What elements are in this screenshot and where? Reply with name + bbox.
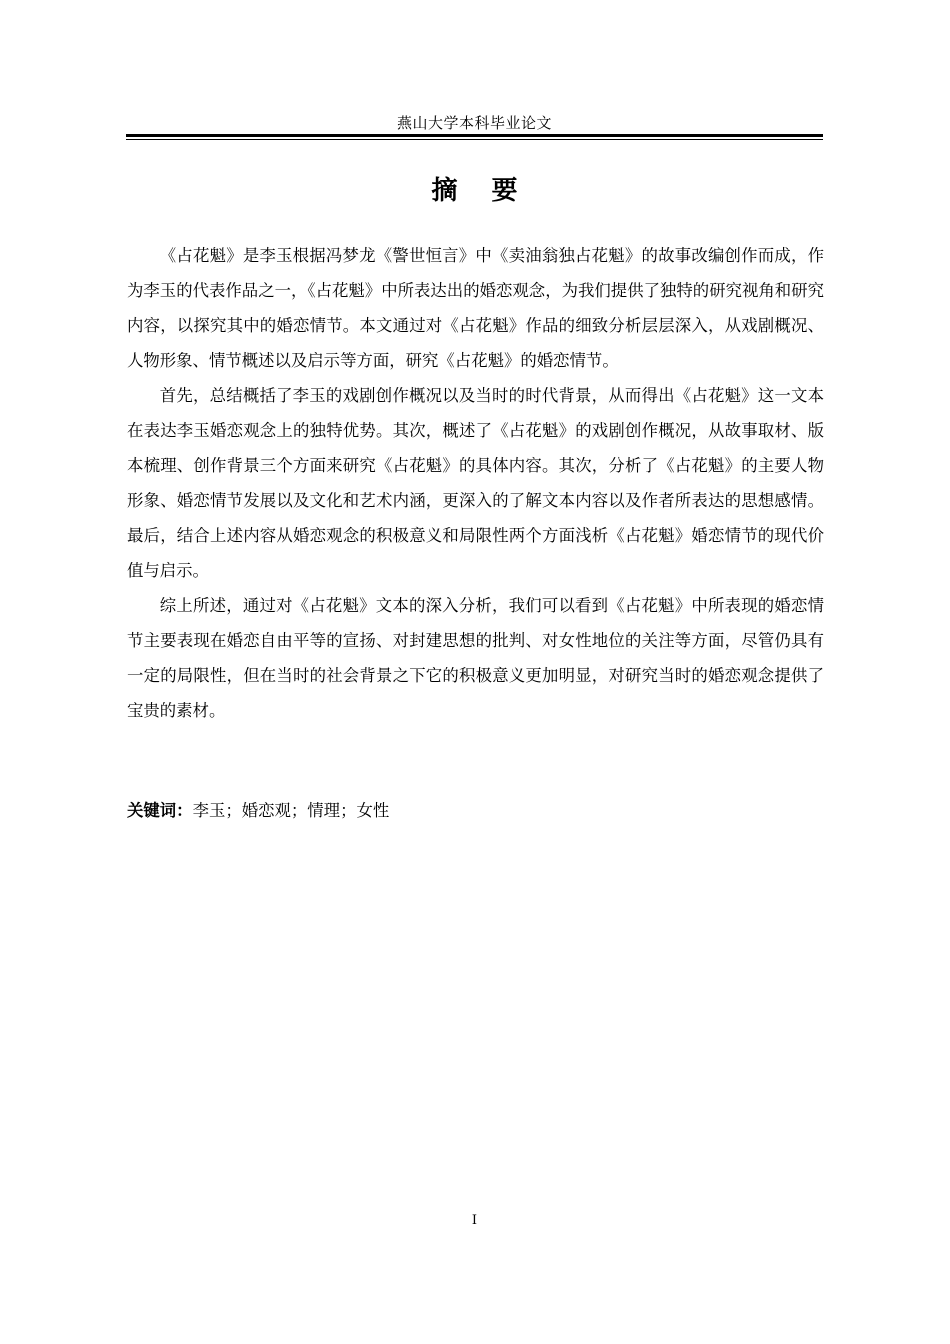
abstract-body: [127, 238, 824, 728]
keywords-value: 李玉；婚恋观；情理；女性: [192, 801, 390, 820]
keywords-label: 关键词：: [127, 801, 193, 820]
running-header: 燕山大学本科毕业论文: [396, 114, 552, 132]
abstract-paragraph-1: 《占花魁》是李玉根据冯梦龙《警世恒言》中《卖油翁独占花魁》的故事改编创作而成，作为李玉的代表作品之一，《占花魁》中所表达出的婚恋观念，为我们提供了独特的研究视角和研究内容，以探究其中的婚恋情节。本文通过对《占花魁》作品的细致分析层层深入，从戏剧概况、人物形象、情节概述以及启示等方面，研究《占花魁》的婚恋情节。: [127, 246, 824, 370]
keywords-line: [127, 793, 824, 828]
page-number: I: [471, 1213, 478, 1228]
header-rule-thin: [126, 139, 823, 140]
abstract-title: 摘要: [431, 176, 552, 206]
abstract-paragraph-2: 首先，总结概括了李玉的戏剧创作概况以及当时的时代背景，从而得出《占花魁》这一文本在表达李玉婚恋观念上的独特优势。其次，概述了《占花魁》的戏剧创作概况，从故事取材、版本梳理、创作背景三个方面来研究《占花魁》的具体内容。其次，分析了《占花魁》的主要人物形象、婚恋情节发展以及文化和艺术内涵，更深入的了解文本内容以及作者所表达的思想感情。最后，结合上述内容从婚恋观念的积极意义和局限性两个方面浅析《占花魁》婚恋情节的现代价值与启示。: [127, 386, 824, 580]
abstract-paragraph-3: 综上所述，通过对《占花魁》文本的深入分析，我们可以看到《占花魁》中所表现的婚恋情节主要表现在婚恋自由平等的宣扬、对封建思想的批判、对女性地位的关注等方面，尽管仍具有一定的局限性，但在当时的社会背景之下它的积极意义更加明显，对研究当时的婚恋观念提供了宝贵的素材。: [127, 596, 824, 720]
header-rule-thick: [126, 134, 823, 137]
